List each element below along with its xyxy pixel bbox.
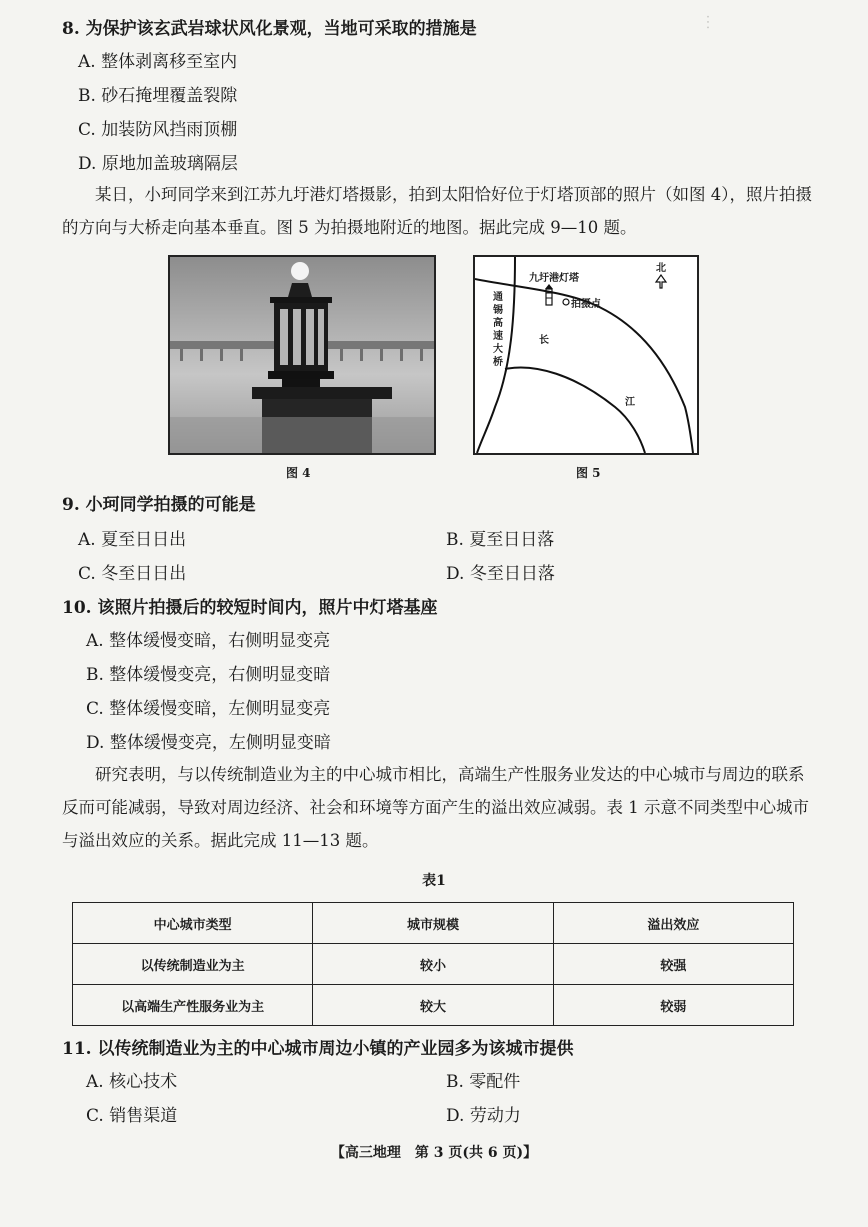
- q9-stem: 9. 小珂同学拍摄的可能是: [62, 495, 256, 515]
- bridge-label: [493, 291, 505, 369]
- q8-stem: 8. 为保护该玄武岩球状风化景观，当地可采取的措施是: [62, 19, 477, 39]
- figure-5-map: [473, 255, 699, 455]
- bridge-char: 通: [493, 292, 503, 303]
- q9-option-b: B. 夏至日日落: [446, 530, 555, 550]
- table-cell: 以高端生产性服务业为主: [73, 985, 313, 1026]
- q10-option-c: C. 整体缓慢变暗，左侧明显变亮: [86, 699, 331, 719]
- intro-paragraph-11-13: 研究表明，与以传统制造业为主的中心城市相比，高端生产性服务业发达的中心城市与周边的联系反而可能减弱，导致对周边经济、社会和环境等方面产生的溢出效应减弱。表 1 示意不同类型中心城市与溢出效应的关系。据此完成 11—13 题。: [62, 765, 809, 850]
- map-illustration: [475, 257, 697, 453]
- table-cell: 较小: [313, 944, 553, 985]
- table-1: [72, 902, 794, 1026]
- bridge-char: 桥: [493, 357, 503, 368]
- figure-5-caption: 图 5: [576, 466, 601, 480]
- table-cell: 较大: [313, 985, 553, 1026]
- lighthouse-photo-illustration: [170, 257, 434, 453]
- figure-4-caption: 图 4: [286, 466, 311, 480]
- bridge-char: 速: [493, 331, 503, 342]
- table-row: [73, 985, 794, 1026]
- q8-option-b: B. 砂石掩埋覆盖裂隙: [78, 86, 238, 106]
- q11-option-b: B. 零配件: [446, 1072, 521, 1092]
- q11-stem: 11. 以传统制造业为主的中心城市周边小镇的产业园多为该城市提供: [62, 1039, 574, 1059]
- shoot-point-icon: [563, 299, 569, 305]
- bridge-char: 大: [493, 344, 503, 355]
- table-row: [73, 944, 794, 985]
- river-label-chang: 长: [539, 335, 549, 346]
- q11-option-d: D. 劳动力: [446, 1106, 521, 1126]
- table-cell: 较强: [553, 944, 793, 985]
- figure-4-photo: [168, 255, 436, 455]
- intro-paragraph-9-10: 某日，小珂同学来到江苏九圩港灯塔摄影，拍到太阳恰好位于灯塔顶部的照片（如图 4），照片拍摄的方向与大桥走向基本垂直。图 5 为拍摄地附近的地图。据此完成 9—10 题。: [62, 185, 812, 237]
- q10-option-a: A. 整体缓慢变暗，右侧明显变亮: [86, 631, 331, 651]
- lighthouse-icon: [545, 284, 553, 305]
- table-header-cell: 中心城市类型: [73, 903, 313, 944]
- bridge-char: 锡: [493, 305, 503, 316]
- q10-stem: 10. 该照片拍摄后的较短时间内，照片中灯塔基座: [62, 598, 438, 618]
- table-cell: 以传统制造业为主: [73, 944, 313, 985]
- q8-option-d: D. 原地加盖玻璃隔层: [78, 154, 238, 174]
- q10-option-d: D. 整体缓慢变亮，左侧明显变暗: [86, 733, 331, 753]
- bleed-through-mark: ︙: [700, 13, 717, 32]
- q11-option-a: A. 核心技术: [86, 1072, 178, 1092]
- north-arrow-icon: [656, 275, 666, 288]
- table-header-cell: 溢出效应: [553, 903, 793, 944]
- table-1-title: 表1: [422, 873, 446, 889]
- table-cell: 较弱: [553, 985, 793, 1026]
- river-label-jiang: 江: [625, 397, 635, 408]
- shoot-point-label: 拍摄点: [571, 299, 601, 310]
- q8-option-a: A. 整体剥离移至室内: [78, 52, 238, 72]
- q9-option-c: C. 冬至日日出: [78, 564, 187, 584]
- table-header-row: [73, 903, 794, 944]
- q9-option-a: A. 夏至日日出: [78, 530, 187, 550]
- q11-option-c: C. 销售渠道: [86, 1106, 178, 1126]
- table-header-cell: 城市规模: [313, 903, 553, 944]
- q10-option-b: B. 整体缓慢变亮，右侧明显变暗: [86, 665, 331, 685]
- lighthouse-label: 九圩港灯塔: [529, 273, 579, 284]
- page-footer: 【高三地理 第 3 页(共 6 页)】: [330, 1145, 538, 1161]
- north-label: 北: [656, 263, 666, 274]
- bridge-char: 高: [493, 318, 503, 329]
- q8-option-c: C. 加装防风挡雨顶棚: [78, 120, 238, 140]
- q9-option-d: D. 冬至日日落: [446, 564, 555, 584]
